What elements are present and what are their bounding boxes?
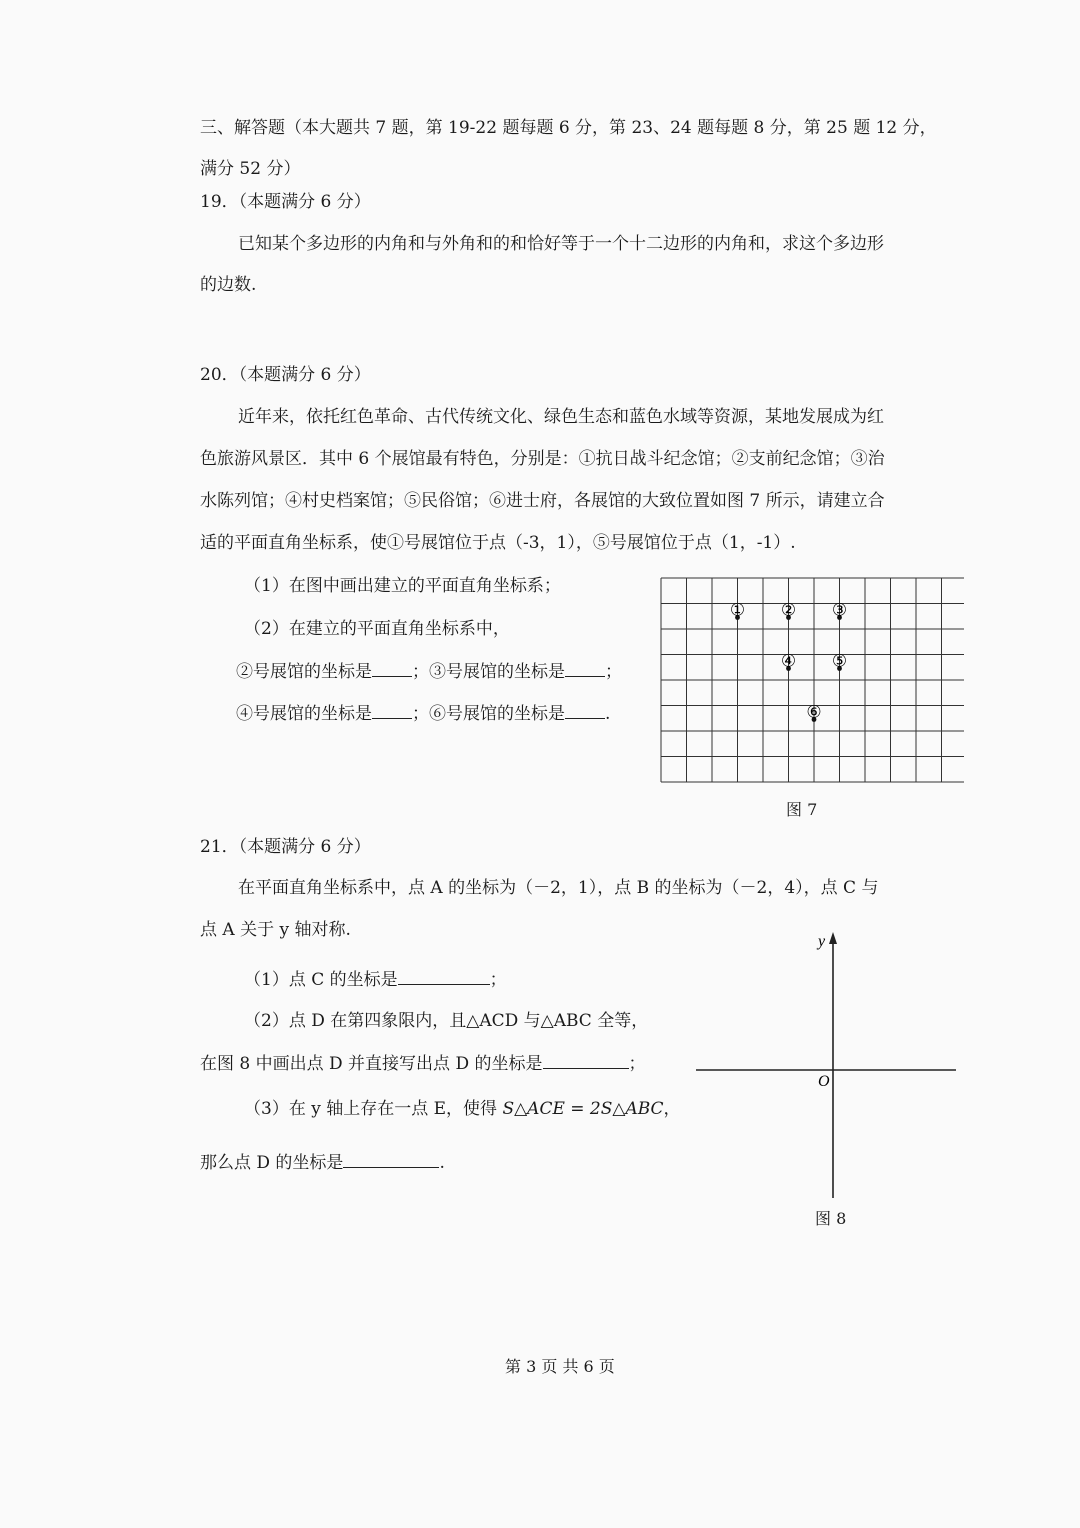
q20-text-line3: 水陈列馆；④村史档案馆；⑤民俗馆；⑥进士府，各展馆的大致位置如图 7 所示，请建立合 [200, 491, 885, 511]
q20-semicolon: ； [605, 662, 622, 682]
exhibit-marker-5: ⑤ [831, 651, 848, 672]
q20-exhibit4-answer-blank[interactable] [372, 702, 412, 719]
q20-exhibit2-label: ②号展馆的坐标是 [236, 662, 372, 682]
q21-sub3-end: ， [663, 1099, 681, 1119]
q21-sub2: （2）点 D 在第四象限内，且△ACD 与△ABC 全等， [244, 1011, 649, 1031]
q21-header: 21．（本题满分 6 分） [200, 837, 371, 857]
q20-period: . [605, 704, 611, 724]
page-number: 第 3 页 共 6 页 [505, 1357, 615, 1376]
origin-label: O [818, 1073, 830, 1090]
q20-sub2: （2）在建立的平面直角坐标系中， [244, 619, 510, 639]
q20-sub2-line-a [236, 660, 622, 683]
q21-sub1-label: （1）点 C 的坐标是 [244, 970, 398, 990]
section-title-line1: 三、解答题（本大题共 7 题，第 19-22 题每题 6 分，第 23、24 题每题 8 分，第 25 题 12 分， [200, 118, 937, 138]
y-axis-arrow-icon [829, 932, 837, 944]
figure-7-svg [660, 577, 964, 783]
q21-sub2-line-b [200, 1052, 646, 1075]
q20-exhibit3-answer-blank[interactable] [565, 660, 605, 677]
q21-sub2-end: ； [628, 1054, 646, 1074]
exhibit-marker-6: ⑥ [806, 702, 822, 723]
figure-8-svg [690, 930, 960, 1210]
q21-point-c-answer-blank[interactable] [398, 968, 490, 985]
y-axis-label: y [818, 933, 826, 950]
exhibit-marker-2: ② [780, 600, 797, 621]
section-title-line2: 满分 52 分） [200, 159, 301, 179]
q21-sub4-label: 那么点 D 的坐标是 [200, 1153, 344, 1173]
q20-header: 20．（本题满分 6 分） [200, 365, 371, 385]
q20-exhibit6-answer-blank[interactable] [565, 702, 605, 719]
q20-exhibit3-label: ；③号展馆的坐标是 [412, 662, 565, 682]
q21-point-d-answer-blank-2[interactable] [343, 1151, 439, 1168]
q19-header: 19．（本题满分 6 分） [200, 192, 371, 212]
q21-sub3-label: （3）在 y 轴上存在一点 E，使得 [244, 1099, 498, 1119]
q21-sub1 [244, 968, 507, 991]
figure-8-caption: 图 8 [815, 1209, 847, 1228]
q21-sub2-label: 在图 8 中画出点 D 并直接写出点 D 的坐标是 [200, 1054, 543, 1074]
q20-text-line1: 近年来，依托红色革命、古代传统文化、绿色生态和蓝色水域等资源，某地发展成为红 [238, 407, 884, 427]
q20-exhibit6-label: ；⑥号展馆的坐标是 [412, 704, 565, 724]
q21-point-d-answer-blank[interactable] [543, 1052, 629, 1069]
q20-text-line4: 适的平面直角坐标系，使①号展馆位于点（-3，1），⑤号展馆位于点（1，-1）. [200, 533, 796, 553]
figure-8-axes[interactable] [690, 930, 960, 1210]
q20-exhibit2-answer-blank[interactable] [372, 660, 412, 677]
q21-sub1-end: ； [489, 970, 507, 990]
q20-text-line2: 色旅游风景区．其中 6 个展馆最有特色，分别是：①抗日战斗纪念馆；②支前纪念馆；③治 [200, 449, 885, 469]
q21-area-equation: S△ACE = 2S△ABC [502, 1099, 664, 1119]
q20-exhibit4-label: ④号展馆的坐标是 [236, 704, 372, 724]
q21-text-line1: 在平面直角坐标系中，点 A 的坐标为（－2，1），点 B 的坐标为（－2，4），点 C 与 [238, 878, 879, 898]
figure-7-caption: 图 7 [786, 800, 818, 819]
exhibit-marker-4: ④ [780, 651, 797, 672]
q19-text-line2: 的边数. [200, 275, 257, 295]
exhibit-marker-1: ① [729, 600, 746, 621]
exhibit-marker-3: ③ [831, 600, 848, 621]
q20-sub2-line-b [236, 702, 610, 725]
q20-sub1: （1）在图中画出建立的平面直角坐标系； [244, 576, 561, 596]
q19-text-line1: 已知某个多边形的内角和与外角和的和恰好等于一个十二边形的内角和，求这个多边形 [238, 234, 884, 254]
q21-sub4 [200, 1151, 445, 1174]
figure-7-grid[interactable] [660, 577, 964, 783]
q21-sub3 [244, 1098, 681, 1120]
q21-text-line2: 点 A 关于 y 轴对称. [200, 920, 351, 940]
q21-sub4-end: . [439, 1153, 445, 1173]
